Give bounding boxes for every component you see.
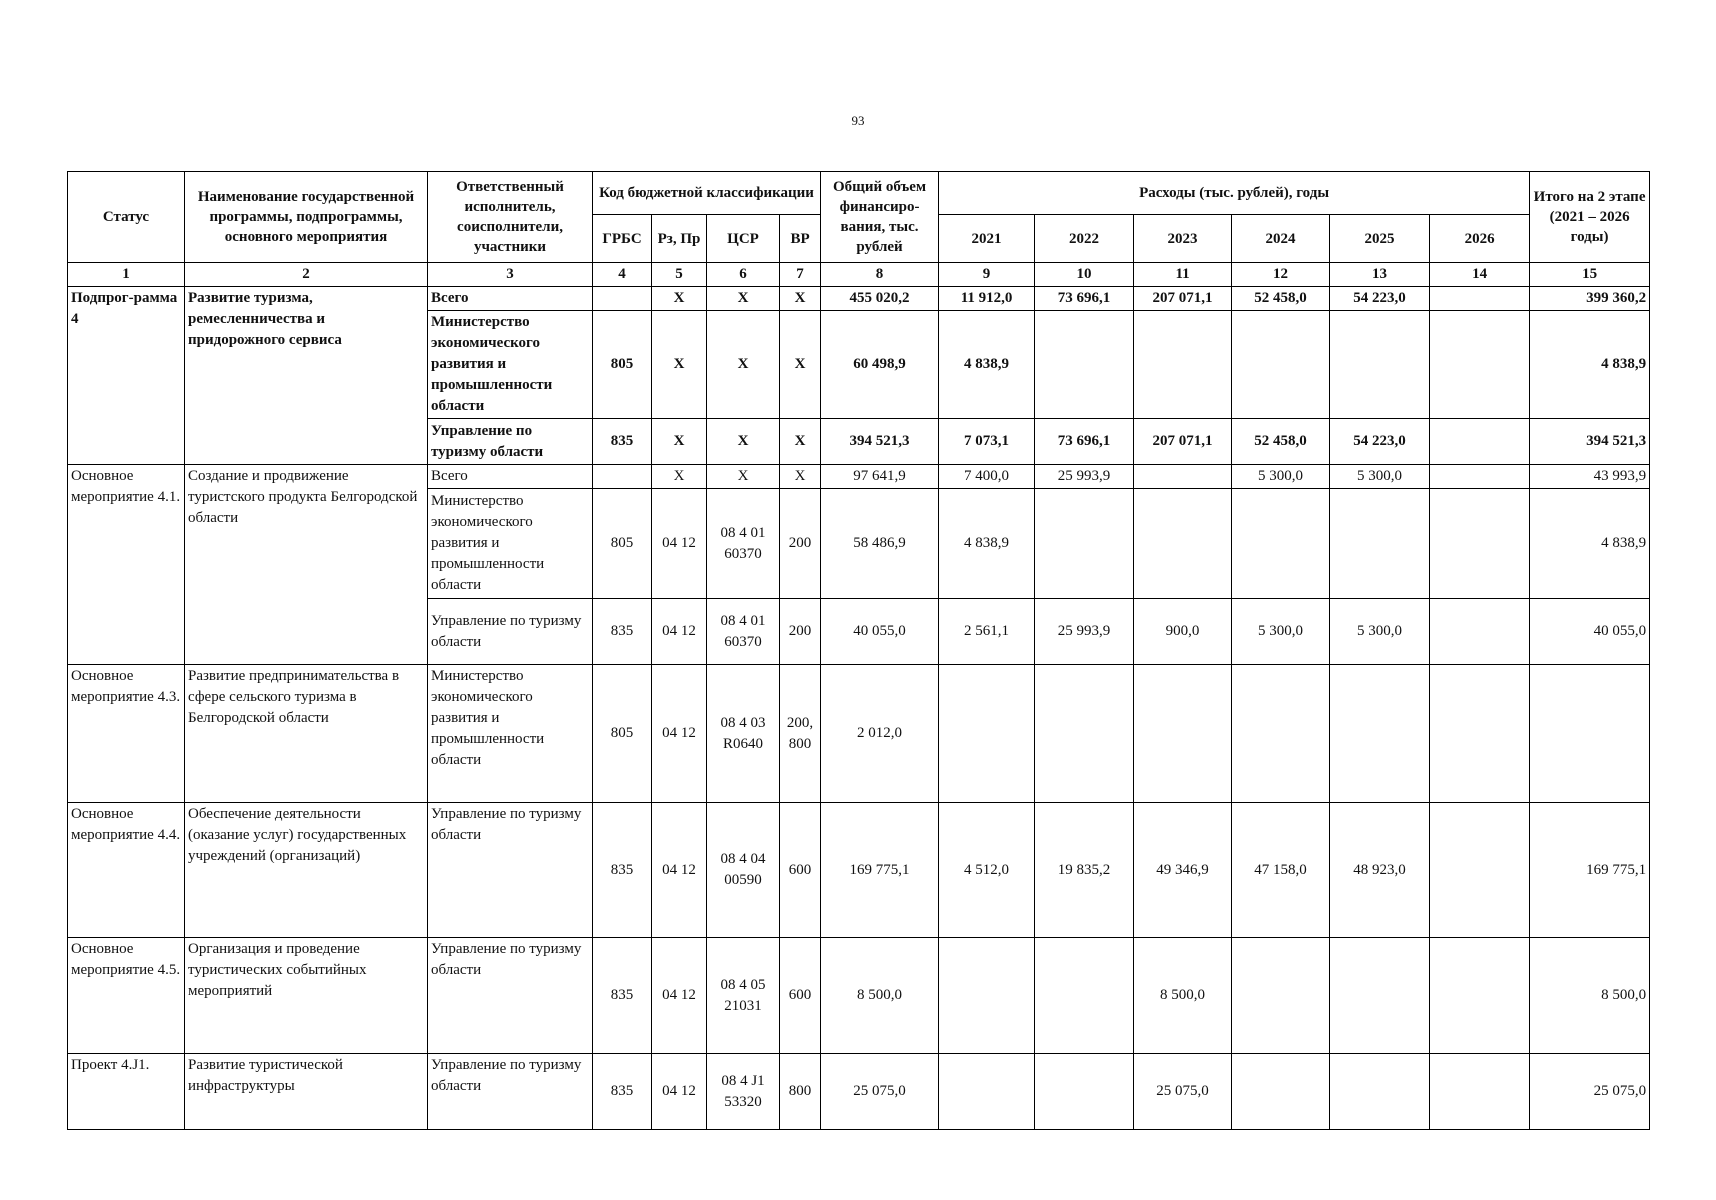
column-number: 11 — [1134, 263, 1232, 287]
cell-total: 25 075,0 — [821, 1054, 939, 1130]
cell-2026 — [1430, 419, 1530, 465]
cell-2026 — [1430, 1054, 1530, 1130]
cell-2025 — [1330, 311, 1430, 419]
cell-sum: 40 055,0 — [1530, 599, 1650, 665]
header-year-2025: 2025 — [1330, 215, 1430, 263]
cell-vr: Х — [780, 419, 821, 465]
cell-2021 — [939, 938, 1035, 1054]
cell-2024: 5 300,0 — [1232, 465, 1330, 489]
column-number: 4 — [593, 263, 652, 287]
row-executor: Управление по туризму области — [428, 938, 593, 1054]
cell-2023 — [1134, 489, 1232, 599]
header-rzpr: Рз, Пр — [652, 215, 707, 263]
header-total-volume: Общий объем финансиро-вания, тыс. рублей — [821, 172, 939, 263]
cell-grbs: 805 — [593, 489, 652, 599]
cell-total: 58 486,9 — [821, 489, 939, 599]
cell-rzpr: 04 12 — [652, 599, 707, 665]
cell-2024: 52 458,0 — [1232, 419, 1330, 465]
row-name: Развитие туризма, ремесленничества и придорожного сервиса — [185, 287, 428, 465]
cell-2021 — [939, 665, 1035, 803]
cell-2022: 73 696,1 — [1035, 419, 1134, 465]
table-row — [68, 287, 1650, 311]
column-number: 12 — [1232, 263, 1330, 287]
cell-total: 40 055,0 — [821, 599, 939, 665]
cell-sum: 4 838,9 — [1530, 489, 1650, 599]
cell-2021: 7 400,0 — [939, 465, 1035, 489]
cell-2024: 47 158,0 — [1232, 803, 1330, 938]
table-row — [68, 665, 1650, 803]
cell-2022 — [1035, 938, 1134, 1054]
cell-2023 — [1134, 311, 1232, 419]
row-executor: Управление по туризму области — [428, 599, 593, 665]
cell-sum: 394 521,3 — [1530, 419, 1650, 465]
cell-2026 — [1430, 803, 1530, 938]
table-row — [68, 803, 1650, 938]
cell-total: 60 498,9 — [821, 311, 939, 419]
budget-table — [67, 171, 1650, 1130]
header-year-2026: 2026 — [1430, 215, 1530, 263]
row-name: Организация и проведение туристических событийных мероприятий — [185, 938, 428, 1054]
row-executor: Управление по туризму области — [428, 419, 593, 465]
cell-sum: 4 838,9 — [1530, 311, 1650, 419]
header-grbs: ГРБС — [593, 215, 652, 263]
header-year-2024: 2024 — [1232, 215, 1330, 263]
cell-2022: 19 835,2 — [1035, 803, 1134, 938]
cell-csr: Х — [707, 465, 780, 489]
cell-2025: 5 300,0 — [1330, 465, 1430, 489]
cell-rzpr: 04 12 — [652, 1054, 707, 1130]
cell-2022 — [1035, 311, 1134, 419]
row-status: Проект 4.J1. — [68, 1054, 185, 1130]
row-status: Основное мероприятие 4.5. — [68, 938, 185, 1054]
cell-2024: 52 458,0 — [1232, 287, 1330, 311]
cell-rzpr: 04 12 — [652, 938, 707, 1054]
cell-2026 — [1430, 287, 1530, 311]
cell-2025 — [1330, 489, 1430, 599]
cell-2026 — [1430, 938, 1530, 1054]
cell-rzpr: 04 12 — [652, 489, 707, 599]
cell-2021: 4 838,9 — [939, 311, 1035, 419]
header-row-1 — [68, 172, 1650, 215]
cell-vr: 200 — [780, 599, 821, 665]
cell-rzpr: Х — [652, 311, 707, 419]
cell-2025 — [1330, 1054, 1430, 1130]
cell-vr: Х — [780, 287, 821, 311]
row-status: Подпрог-рамма 4 — [68, 287, 185, 465]
cell-csr: Х — [707, 287, 780, 311]
table-row — [68, 938, 1650, 1054]
cell-2021: 11 912,0 — [939, 287, 1035, 311]
cell-vr: 200, 800 — [780, 665, 821, 803]
header-expenses: Расходы (тыс. рублей), годы — [939, 172, 1530, 215]
cell-sum — [1530, 665, 1650, 803]
cell-vr: 200 — [780, 489, 821, 599]
cell-vr: 600 — [780, 938, 821, 1054]
header-year-2022: 2022 — [1035, 215, 1134, 263]
cell-csr: Х — [707, 419, 780, 465]
column-number: 13 — [1330, 263, 1430, 287]
cell-grbs: 835 — [593, 938, 652, 1054]
cell-grbs: 805 — [593, 311, 652, 419]
header-executor: Ответственный исполнитель, соисполнители, участники — [428, 172, 593, 263]
row-executor: Всего — [428, 465, 593, 489]
row-name: Развитие предпринимательства в сфере сельского туризма в Белгородской области — [185, 665, 428, 803]
cell-2026 — [1430, 665, 1530, 803]
cell-grbs: 835 — [593, 419, 652, 465]
column-number: 7 — [780, 263, 821, 287]
cell-total: 8 500,0 — [821, 938, 939, 1054]
cell-csr: 08 4 01 60370 — [707, 599, 780, 665]
cell-2026 — [1430, 465, 1530, 489]
cell-csr: Х — [707, 311, 780, 419]
cell-2024 — [1232, 938, 1330, 1054]
cell-2025 — [1330, 665, 1430, 803]
header-name: Наименование государственной программы, подпрограммы, основного мероприятия — [185, 172, 428, 263]
column-number: 6 — [707, 263, 780, 287]
cell-vr: 800 — [780, 1054, 821, 1130]
cell-2025: 54 223,0 — [1330, 287, 1430, 311]
cell-2024 — [1232, 489, 1330, 599]
cell-2025 — [1330, 938, 1430, 1054]
row-executor: Управление по туризму области — [428, 1054, 593, 1130]
page-number: 93 — [851, 113, 865, 128]
column-number: 2 — [185, 263, 428, 287]
table-row — [68, 465, 1650, 489]
cell-grbs — [593, 287, 652, 311]
column-number: 1 — [68, 263, 185, 287]
column-number-row — [68, 263, 1650, 287]
row-executor: Всего — [428, 287, 593, 311]
column-number: 10 — [1035, 263, 1134, 287]
cell-total: 455 020,2 — [821, 287, 939, 311]
cell-total: 169 775,1 — [821, 803, 939, 938]
column-number: 5 — [652, 263, 707, 287]
cell-2021: 4 838,9 — [939, 489, 1035, 599]
cell-rzpr: Х — [652, 419, 707, 465]
cell-rzpr: Х — [652, 287, 707, 311]
cell-2026 — [1430, 599, 1530, 665]
header-vr: ВР — [780, 215, 821, 263]
cell-2021: 7 073,1 — [939, 419, 1035, 465]
cell-vr: Х — [780, 465, 821, 489]
row-status: Основное мероприятие 4.4. — [68, 803, 185, 938]
cell-2026 — [1430, 311, 1530, 419]
cell-grbs: 835 — [593, 1054, 652, 1130]
cell-2023 — [1134, 465, 1232, 489]
cell-sum: 8 500,0 — [1530, 938, 1650, 1054]
cell-2022: 25 993,9 — [1035, 465, 1134, 489]
cell-2021 — [939, 1054, 1035, 1130]
header-csr: ЦСР — [707, 215, 780, 263]
cell-total: 394 521,3 — [821, 419, 939, 465]
cell-rzpr: Х — [652, 465, 707, 489]
cell-vr: 600 — [780, 803, 821, 938]
cell-grbs: 835 — [593, 803, 652, 938]
cell-csr: 08 4 03 R0640 — [707, 665, 780, 803]
row-name: Создание и продвижение туристского продукта Белгородской области — [185, 465, 428, 665]
cell-2026 — [1430, 489, 1530, 599]
cell-csr: 08 4 J1 53320 — [707, 1054, 780, 1130]
row-status: Основное мероприятие 4.3. — [68, 665, 185, 803]
cell-grbs — [593, 465, 652, 489]
cell-2022 — [1035, 1054, 1134, 1130]
cell-vr: Х — [780, 311, 821, 419]
row-executor: Министерство экономического развития и промышленности области — [428, 489, 593, 599]
cell-total: 97 641,9 — [821, 465, 939, 489]
cell-csr: 08 4 04 00590 — [707, 803, 780, 938]
header-year-2023: 2023 — [1134, 215, 1232, 263]
header-year-2021: 2021 — [939, 215, 1035, 263]
row-executor: Министерство экономического развития и промышленности области — [428, 311, 593, 419]
header-stage-total: Итого на 2 этапе (2021 – 2026 годы) — [1530, 172, 1650, 263]
cell-2023: 900,0 — [1134, 599, 1232, 665]
cell-2023: 8 500,0 — [1134, 938, 1232, 1054]
cell-2022: 25 993,9 — [1035, 599, 1134, 665]
cell-2021: 2 561,1 — [939, 599, 1035, 665]
cell-2023 — [1134, 665, 1232, 803]
table-row — [68, 1054, 1650, 1130]
cell-rzpr: 04 12 — [652, 803, 707, 938]
cell-rzpr: 04 12 — [652, 665, 707, 803]
cell-2023: 25 075,0 — [1134, 1054, 1232, 1130]
cell-2024 — [1232, 1054, 1330, 1130]
cell-2023: 207 071,1 — [1134, 287, 1232, 311]
cell-2025: 54 223,0 — [1330, 419, 1430, 465]
row-name: Развитие туристической инфраструктуры — [185, 1054, 428, 1130]
cell-2025: 48 923,0 — [1330, 803, 1430, 938]
row-executor: Управление по туризму области — [428, 803, 593, 938]
cell-2021: 4 512,0 — [939, 803, 1035, 938]
row-name: Обеспечение деятельности (оказание услуг) государственных учреждений (организаций) — [185, 803, 428, 938]
cell-csr: 08 4 01 60370 — [707, 489, 780, 599]
column-number: 15 — [1530, 263, 1650, 287]
cell-2022 — [1035, 489, 1134, 599]
column-number: 14 — [1430, 263, 1530, 287]
cell-total: 2 012,0 — [821, 665, 939, 803]
cell-sum: 43 993,9 — [1530, 465, 1650, 489]
cell-2024 — [1232, 311, 1330, 419]
cell-sum: 169 775,1 — [1530, 803, 1650, 938]
cell-2024 — [1232, 665, 1330, 803]
row-status: Основное мероприятие 4.1. — [68, 465, 185, 665]
cell-sum: 399 360,2 — [1530, 287, 1650, 311]
column-number: 9 — [939, 263, 1035, 287]
cell-2022: 73 696,1 — [1035, 287, 1134, 311]
cell-2023: 49 346,9 — [1134, 803, 1232, 938]
cell-grbs: 805 — [593, 665, 652, 803]
cell-2023: 207 071,1 — [1134, 419, 1232, 465]
cell-grbs: 835 — [593, 599, 652, 665]
cell-2022 — [1035, 665, 1134, 803]
header-status: Статус — [68, 172, 185, 263]
row-executor: Министерство экономического развития и промышленности области — [428, 665, 593, 803]
column-number: 3 — [428, 263, 593, 287]
header-budget-code: Код бюджетной классификации — [593, 172, 821, 215]
cell-csr: 08 4 05 21031 — [707, 938, 780, 1054]
cell-sum: 25 075,0 — [1530, 1054, 1650, 1130]
cell-2024: 5 300,0 — [1232, 599, 1330, 665]
column-number: 8 — [821, 263, 939, 287]
cell-2025: 5 300,0 — [1330, 599, 1430, 665]
